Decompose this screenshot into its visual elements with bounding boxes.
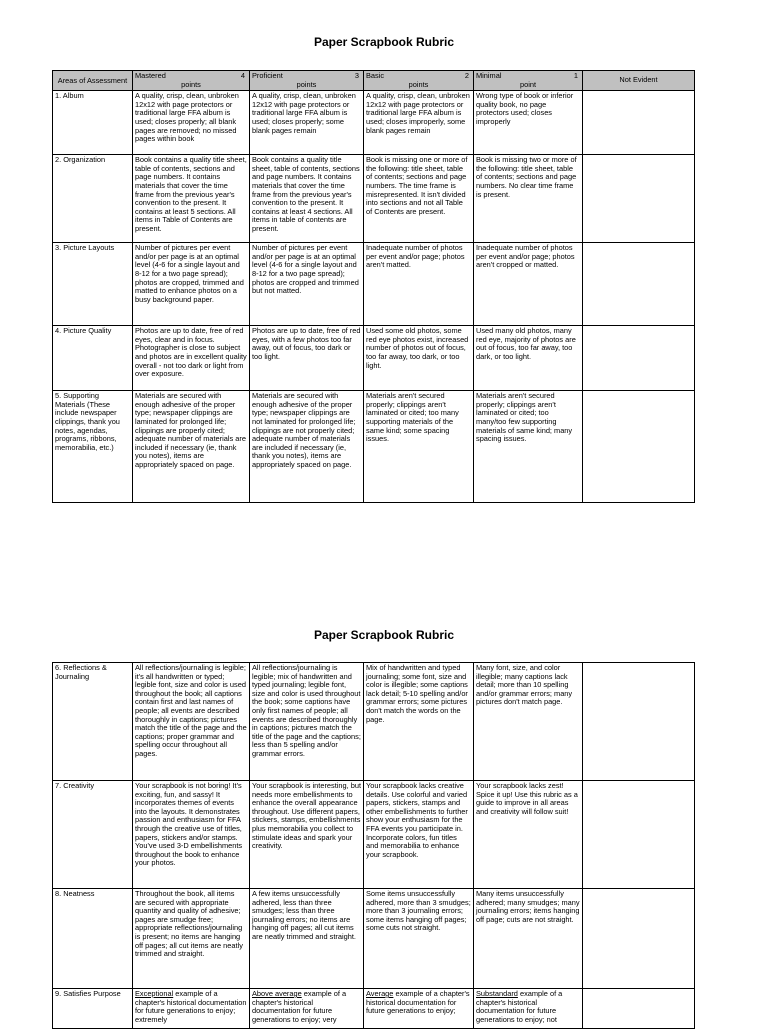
table-row: [53, 889, 695, 989]
criteria-cell: Many font, size, and color illegible; many captions lack detail; more than 10 spelling and/or grammar errors; many pictures don't match page.: [474, 663, 583, 781]
not-evident-cell: [583, 91, 695, 155]
criteria-cell: Wrong type of book or inferior quality book, no page protectors used; closes improperly: [474, 91, 583, 155]
not-evident-cell: [583, 663, 695, 781]
criteria-cell: Exceptional example of a chapter's historical documentation for future generations to enjoy; extremely: [133, 989, 250, 1029]
not-evident-header: Not Evident: [583, 71, 695, 91]
criteria-cell: Above average example of a chapter's historical documentation for future generations to enjoy; very: [250, 989, 364, 1029]
not-evident-cell: [583, 243, 695, 326]
level-header-proficient: Proficient 3 points: [250, 71, 364, 91]
criteria-cell: A quality, crisp, clean, unbroken 12x12 with page protectors or traditional large FFA album is used; closes properly; some blank pages remain: [250, 91, 364, 155]
not-evident-cell: [583, 155, 695, 243]
table-row: [53, 91, 695, 155]
criteria-cell: Some items unsuccessfully adhered, more than 3 smudges; more than 3 journaling errors; some items hanging off pages; some cuts not straight.: [364, 889, 474, 989]
criteria-cell: Number of pictures per event and/or per page is at an optimal level (4-6 for a single layout and 8-12 for a two page spread); photos are cropped and trimmed but not matted.: [250, 243, 364, 326]
criteria-cell: A quality, crisp, clean, unbroken 12x12 with page protectors or traditional large FFA album is used; closes improperly, some blank pages remain: [364, 91, 474, 155]
rating-word: Average: [366, 989, 394, 998]
criteria-cell: Book is missing two or more of the following: title sheet, table of contents; sections and page numbers. No clear time frame is present.: [474, 155, 583, 243]
criteria-cell: Inadequate number of photos per event and/or page; photos aren't matted.: [364, 243, 474, 326]
criteria-cell: Book is missing one or more of the following: title sheet, table of contents; sections and page numbers. The time frame is misrepresented. It isn't divided into sections and not all Table of Contents are present.: [364, 155, 474, 243]
header-row: [53, 71, 695, 91]
criteria-cell: Photos are up to date, free of red eyes, clear and in focus. Photographer is close to subject and photos are in excellent quality overall - not too dark or light from over exposure.: [133, 326, 250, 391]
criteria-cell: Used some old photos, some red eye photos exist, increased number of photos out of focus, too far away, too dark, or too light.: [364, 326, 474, 391]
rating-word: Above average: [252, 989, 302, 998]
criteria-cell: Materials are secured with enough adhesive of the proper type; newspaper clippings are not laminated for prolonged life; clippings are not properly cited; adequate number of materials are included if necessary (ie, thank you notes), items are appropriately spaced on page.: [250, 391, 364, 503]
area-label: 2. Organization: [53, 155, 133, 243]
criteria-cell: Number of pictures per event and/or per page is at an optimal level (4-6 for a single layout and 8-12 for a two page spread); photos are cropped, trimmed and matted to enhance photos on a busy background paper.: [133, 243, 250, 326]
criteria-cell: Materials aren't secured properly; clippings aren't laminated or cited; too many/too few supporting materials of same kind; many spacing issues.: [474, 391, 583, 503]
criteria-cell: Your scrapbook is interesting, but needs more embellishments to enhance the overall appearance throughout. Use different papers, stickers, stamps, embellishments plus memorabilia you collect to stimulate ideas and spark your creativity.: [250, 781, 364, 889]
area-label: 5. Supporting Materials (These include newspaper clippings, thank you notes, agendas, programs, ribbons, memorabilia, etc.): [53, 391, 133, 503]
table-row: [53, 989, 695, 1029]
not-evident-cell: [583, 326, 695, 391]
not-evident-cell: [583, 391, 695, 503]
table-row: [53, 391, 695, 503]
criteria-cell: Average example of a chapter's historical documentation for future generations to enjoy;: [364, 989, 474, 1029]
criteria-cell: Inadequate number of photos per event and/or page; photos aren't cropped or matted.: [474, 243, 583, 326]
area-label: 3. Picture Layouts: [53, 243, 133, 326]
level-header-minimal: Minimal 1 point: [474, 71, 583, 91]
not-evident-cell: [583, 989, 695, 1029]
area-label: 6. Reflections & Journaling: [53, 663, 133, 781]
table-row: [53, 326, 695, 391]
criteria-cell: Substandard example of a chapter's historical documentation for future generations to enjoy; not: [474, 989, 583, 1029]
criteria-cell: All reflections/journaling is legible; it's all handwritten or typed; legible font, size and color is used throughout the book; all captions contain first and last names of people; all events are described thoroughly in captions; pictures match the title of the page and the captions; proper grammar and spelling occur throughout all pages.: [133, 663, 250, 781]
criteria-cell: Many items unsuccessfully adhered; many smudges; many journaling errors; items hanging off page; cuts are not straight.: [474, 889, 583, 989]
criteria-cell: All reflections/journaling is legible; mix of handwritten and typed journaling; legible font, size and color is used throughout the book; some captions have only first names of people; all events are described thoroughly in captions; pictures match the title of the page and the captions; less than 5 spelling and/or grammar errors.: [250, 663, 364, 781]
criteria-cell: Book contains a quality title sheet, table of contents, sections and page numbers. It contains materials that cover the time frame from the previous year's convention to the present. It contains at least 5 sections. All items in Table of Contents are present.: [133, 155, 250, 243]
criteria-cell: Materials aren't secured properly; clippings aren't laminated or cited; too many supporting materials of the same kind; some spacing issues.: [364, 391, 474, 503]
criteria-cell: Mix of handwritten and typed journaling; some font, size and color is illegible; some captions lack detail; 5-10 spelling and/or grammar errors; some pictures don't match the words on the page.: [364, 663, 474, 781]
level-header-basic: Basic 2 points: [364, 71, 474, 91]
criteria-cell: A quality, crisp, clean, unbroken 12x12 with page protectors or traditional large FFA album is used; closes properly; all blank pages are removed; no missed pages within book: [133, 91, 250, 155]
table-row: [53, 781, 695, 889]
criteria-cell: Your scrapbook lacks zest! Spice it up! Use this rubric as a guide to improve in all areas and creativity will follow suit!: [474, 781, 583, 889]
table-row: [53, 663, 695, 781]
table-row: [53, 243, 695, 326]
criteria-cell: Photos are up to date, free of red eyes, with a few photos too far away, out of focus, too dark or too light.: [250, 326, 364, 391]
rubric-table: [52, 70, 695, 503]
not-evident-cell: [583, 781, 695, 889]
level-header-mastered: Mastered 4 points: [133, 71, 250, 91]
area-label: 4. Picture Quality: [53, 326, 133, 391]
rubric-table-continued: [52, 662, 695, 1029]
rating-word: Substandard: [476, 989, 518, 998]
table-row: [53, 155, 695, 243]
page-title-2: Paper Scrapbook Rubric: [313, 628, 455, 642]
rating-word: Exceptional: [135, 989, 174, 998]
area-label: 9. Satisfies Purpose: [53, 989, 133, 1029]
areas-header: Areas of Assessment: [53, 71, 133, 91]
criteria-cell: Your scrapbook is not boring! It's exciting, fun, and sassy! It incorporates themes of events into the layouts. It demonstrates passion and enthusiasm for FFA through the creative use of titles, papers, stickers and/or stamps. You've used 3-D embellishments throughout the book to enhance your photos.: [133, 781, 250, 889]
criteria-cell: Book contains a quality title sheet, table of contents, sections and page numbers. It contains materials that cover the time frame from the previous year's convention to the present. It contains at least 4 sections. All items in table of contents are present.: [250, 155, 364, 243]
area-label: 7. Creativity: [53, 781, 133, 889]
criteria-cell: Throughout the book, all items are secured with appropriate quantity and quality of adhesive; pages are smudge free; appropriate reflections/journaling is present; no items are hanging off pages; all cut items are neatly trimmed and straight.: [133, 889, 250, 989]
criteria-cell: Materials are secured with enough adhesive of the proper type; newspaper clippings are laminated for prolonged life; clippings are properly cited; adequate number of materials are included if necessary (ie, thank you notes), items are appropriately spaced on page.: [133, 391, 250, 503]
area-label: 8. Neatness: [53, 889, 133, 989]
criteria-cell: Your scrapbook lacks creative details. Use colorful and varied papers, stickers, stamps and other embellishments to further show your enthusiasm for the FFA events you participate in. Incorporate colors, fun titles and memorabilia to enhance your scrapbook.: [364, 781, 474, 889]
area-label: 1. Album: [53, 91, 133, 155]
criteria-cell: Used many old photos, many red eye, majority of photos are out of focus, too far away, too dark, or too light.: [474, 326, 583, 391]
not-evident-cell: [583, 889, 695, 989]
criteria-cell: A few items unsuccessfully adhered, less than three smudges; less than three journaling errors; no items are hanging off pages; all cut items are neatly trimmed and straight.: [250, 889, 364, 989]
page-title: Paper Scrapbook Rubric: [313, 35, 455, 49]
